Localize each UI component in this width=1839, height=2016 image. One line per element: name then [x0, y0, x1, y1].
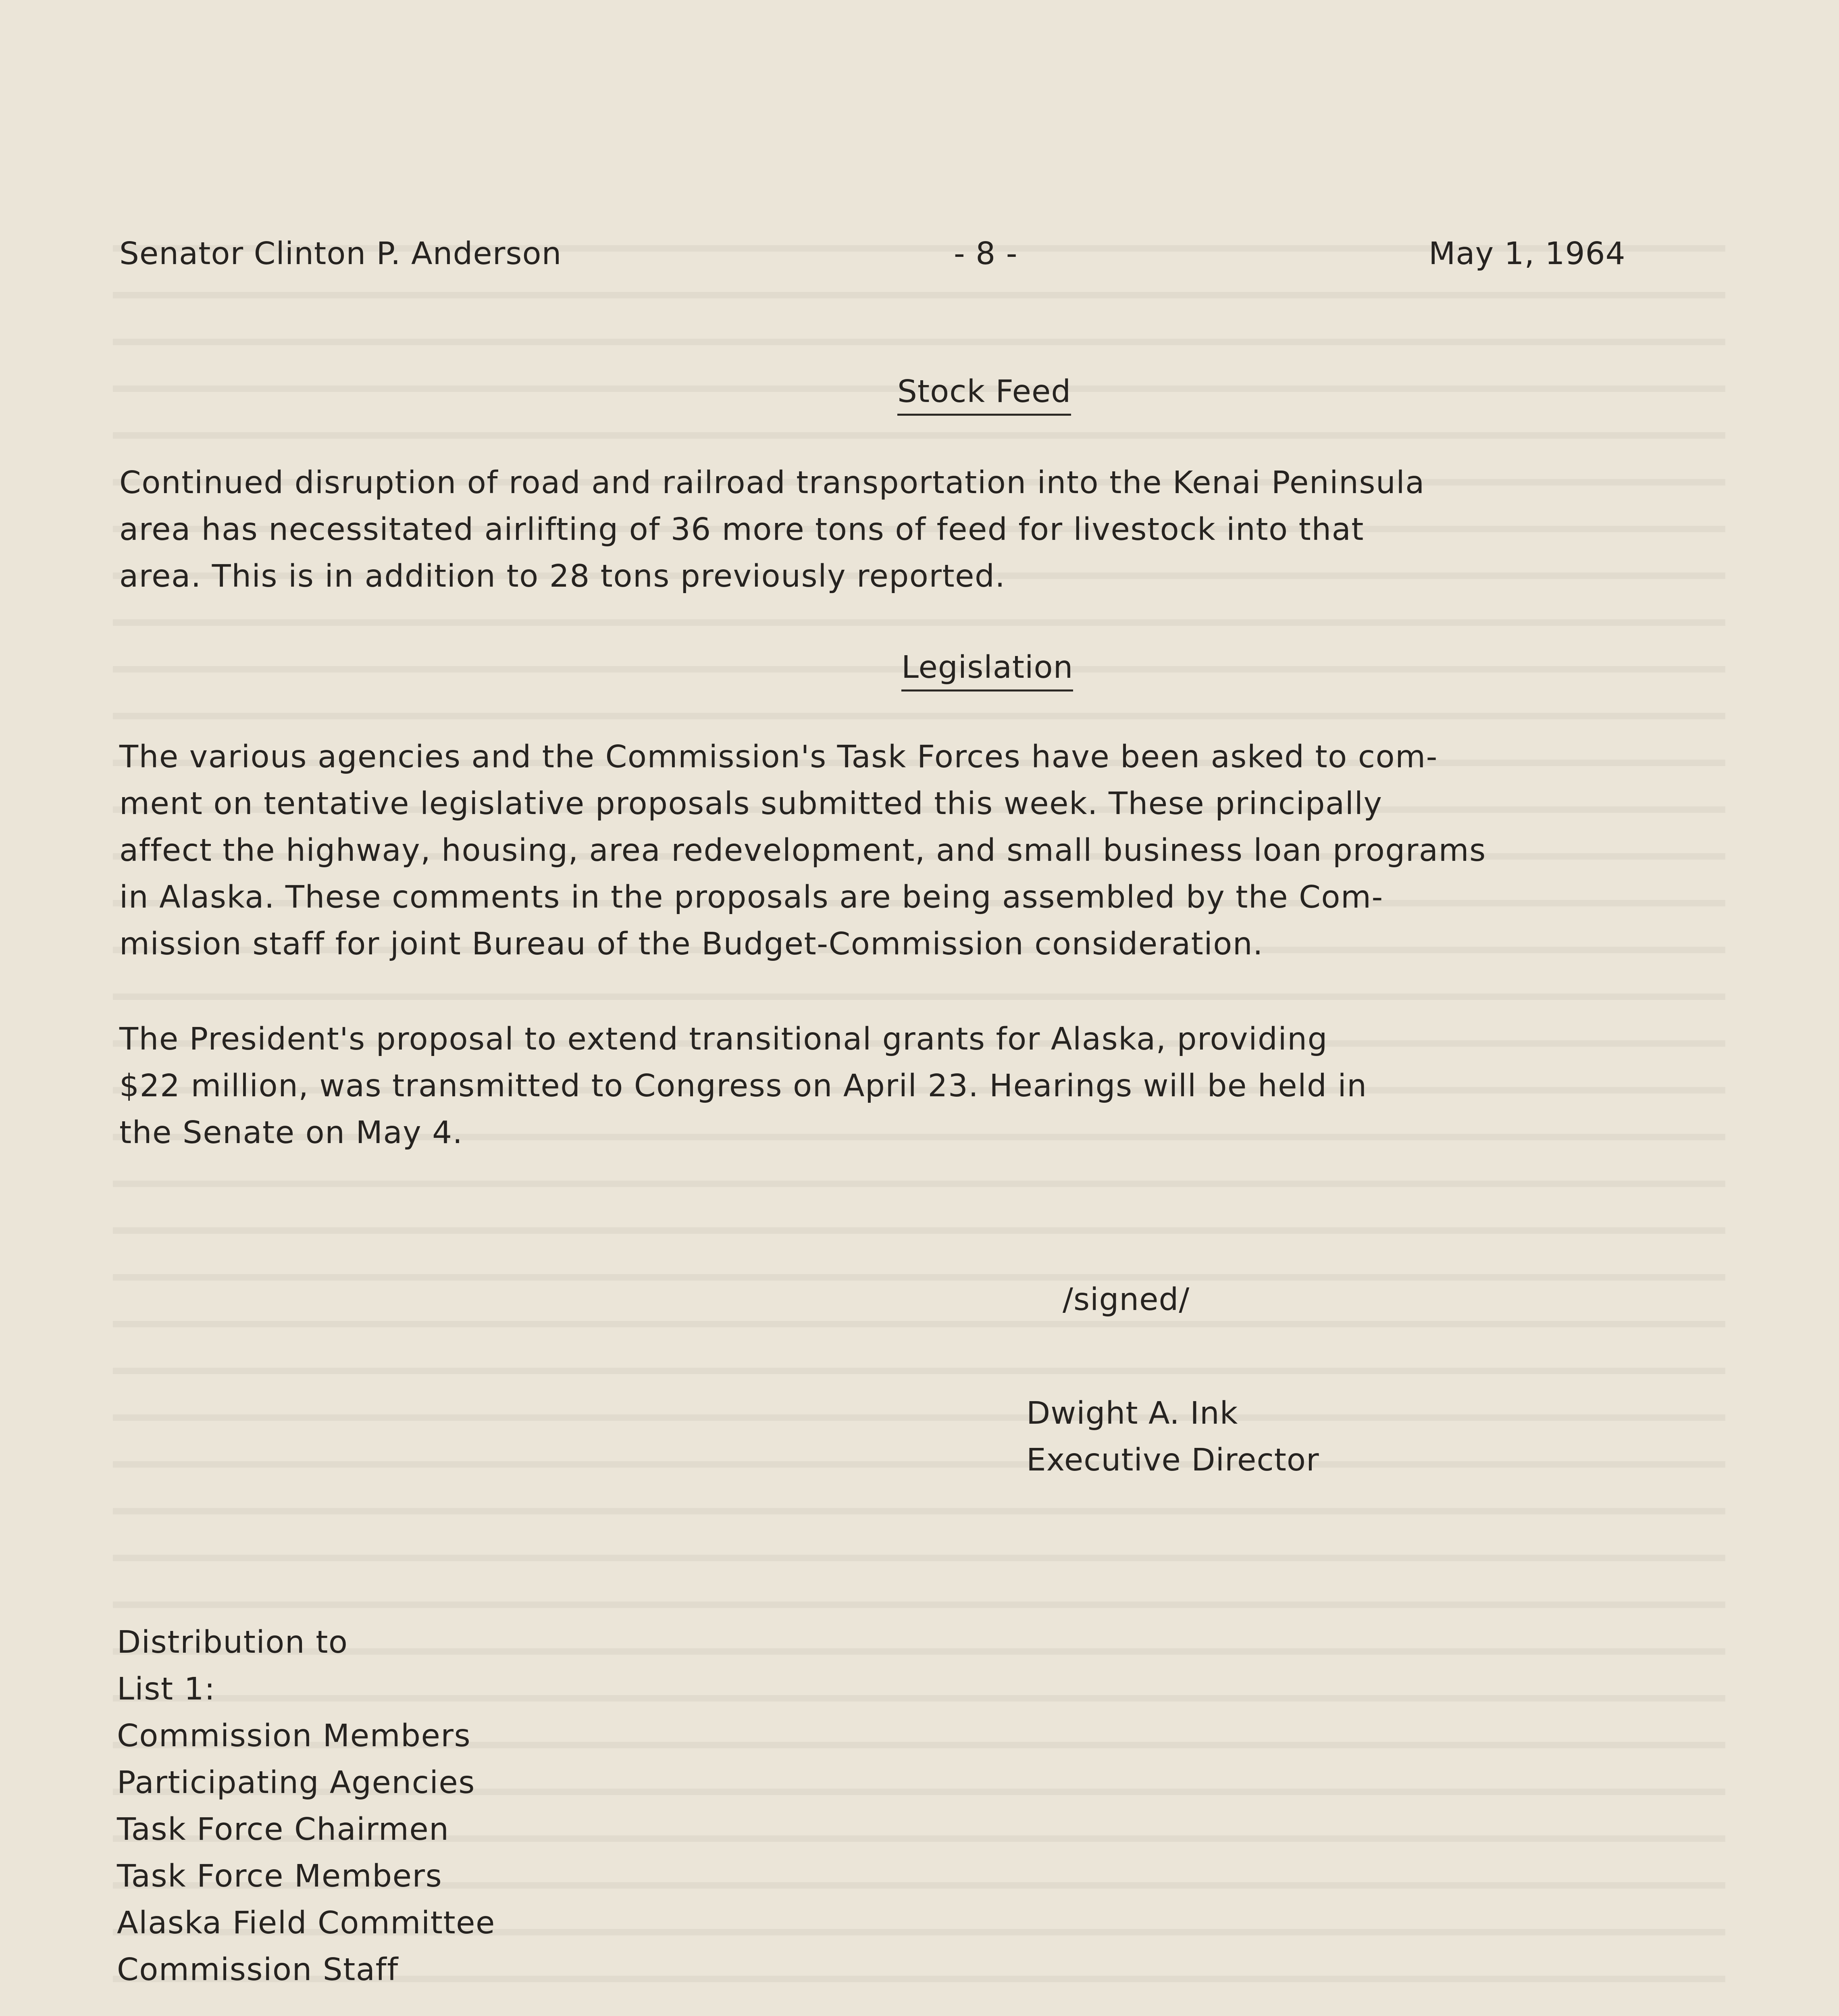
stock-feed-line: area. This is in addition to 28 tons previously reported.	[119, 558, 1006, 594]
distribution-line: Alaska Field Committee	[117, 1905, 495, 1941]
legislation-paragraph-1	[119, 734, 1486, 968]
legislation-line: The President's proposal to extend transitional grants for Alaska, providing	[119, 1021, 1328, 1057]
legislation-line: the Senate on May 4.	[119, 1115, 463, 1151]
legislation-line: mission staff for joint Bureau of the Budget-Commission consideration.	[119, 926, 1264, 962]
distribution-line: Commission Staff	[117, 1952, 399, 1988]
signatory-title: Executive Director	[1026, 1442, 1319, 1478]
distribution-line: Commission Members	[117, 1718, 471, 1754]
stock-feed-paragraph	[119, 460, 1425, 600]
legislation-line: in Alaska. These comments in the proposals are being assembled by the Com-	[119, 879, 1383, 915]
legislation-line: $22 million, was transmitted to Congress on April 23. Hearings will be held in	[119, 1068, 1367, 1104]
legislation-heading: Legislation	[901, 648, 1073, 691]
header-page-number: - 8 -	[954, 236, 1018, 272]
stock-feed-line: Continued disruption of road and railroad transportation into the Kenai Peninsula	[119, 465, 1425, 501]
signed-mark: /signed/	[1063, 1282, 1190, 1318]
distribution-line: List 1:	[117, 1671, 216, 1707]
legislation-paragraph-2	[119, 1016, 1367, 1156]
distribution-list	[117, 1619, 495, 1993]
distribution-line: Distribution to	[117, 1624, 348, 1660]
stock-feed-heading: Stock Feed	[897, 372, 1071, 416]
distribution-line: Task Force Members	[117, 1858, 443, 1894]
signatory-name: Dwight A. Ink	[1026, 1395, 1238, 1431]
stock-feed-line: area has necessitated airlifting of 36 more tons of feed for livestock into that	[119, 512, 1364, 548]
distribution-line: Task Force Chairmen	[117, 1812, 449, 1847]
header-recipient: Senator Clinton P. Anderson	[119, 236, 562, 272]
distribution-line: Participating Agencies	[117, 1765, 475, 1801]
header-date: May 1, 1964	[1429, 236, 1626, 272]
legislation-line: affect the highway, housing, area redevelopment, and small business loan programs	[119, 833, 1486, 868]
legislation-line: ment on tentative legislative proposals submitted this week. These principally	[119, 786, 1383, 822]
legislation-line: The various agencies and the Commission's Task Forces have been asked to com-	[119, 739, 1438, 775]
